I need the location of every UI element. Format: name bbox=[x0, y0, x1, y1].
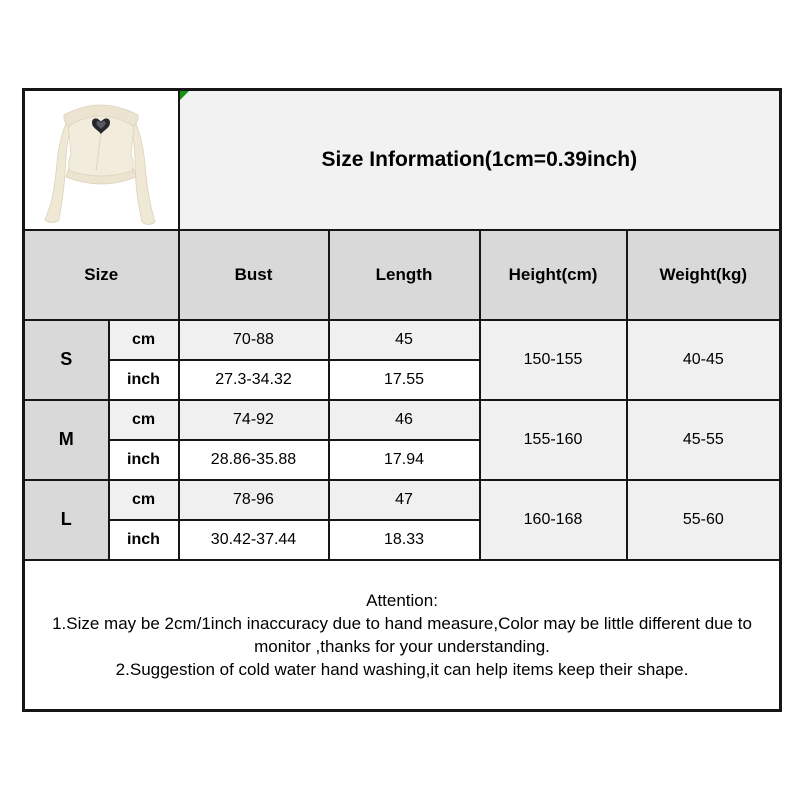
length-cm-l: 47 bbox=[329, 480, 480, 520]
bust-cm-s: 70-88 bbox=[179, 320, 329, 360]
length-cm-s: 45 bbox=[329, 320, 480, 360]
bust-cm-m: 74-92 bbox=[179, 400, 329, 440]
col-header-bust: Bust bbox=[179, 230, 329, 320]
size-table bbox=[22, 88, 782, 712]
table-row-l-cm bbox=[24, 480, 781, 520]
length-inch-s: 17.55 bbox=[329, 360, 480, 400]
height-l: 160-168 bbox=[480, 480, 627, 560]
attention-note-1: 1.Size may be 2cm/1inch inaccuracy due to hand measure,Color may be little different due to monitor ,thanks for your understanding. bbox=[52, 613, 752, 656]
bust-cm-l: 78-96 bbox=[179, 480, 329, 520]
unit-label: inch bbox=[109, 440, 179, 480]
size-label-m: M bbox=[24, 400, 109, 480]
bust-inch-l: 30.42-37.44 bbox=[179, 520, 329, 560]
length-inch-m: 17.94 bbox=[329, 440, 480, 480]
col-header-length: Length bbox=[329, 230, 480, 320]
col-header-size: Size bbox=[24, 230, 179, 320]
unit-label: cm bbox=[109, 320, 179, 360]
table-row-s-cm bbox=[24, 320, 781, 360]
unit-label: cm bbox=[109, 480, 179, 520]
page-title: Size Information(1cm=0.39inch) bbox=[321, 147, 638, 171]
length-inch-l: 18.33 bbox=[329, 520, 480, 560]
weight-s: 40-45 bbox=[627, 320, 781, 400]
length-cm-m: 46 bbox=[329, 400, 480, 440]
bust-inch-m: 28.86-35.88 bbox=[179, 440, 329, 480]
col-header-weight: Weight(kg) bbox=[627, 230, 781, 320]
size-label-l: L bbox=[24, 480, 109, 560]
product-image bbox=[26, 93, 176, 227]
unit-label: inch bbox=[109, 360, 179, 400]
unit-label: inch bbox=[109, 520, 179, 560]
corner-marker-icon bbox=[180, 91, 189, 100]
weight-l: 55-60 bbox=[627, 480, 781, 560]
attention-note-2: 2.Suggestion of cold water hand washing,it can help items keep their shape. bbox=[115, 659, 689, 679]
product-image-cell bbox=[24, 90, 179, 230]
bust-inch-s: 27.3-34.32 bbox=[179, 360, 329, 400]
attention-heading: Attention: bbox=[366, 590, 438, 610]
attention-section bbox=[24, 560, 781, 711]
table-row-m-cm bbox=[24, 400, 781, 440]
col-header-height: Height(cm) bbox=[480, 230, 627, 320]
unit-label: cm bbox=[109, 400, 179, 440]
size-label-s: S bbox=[24, 320, 109, 400]
height-s: 150-155 bbox=[480, 320, 627, 400]
height-m: 155-160 bbox=[480, 400, 627, 480]
title-cell bbox=[179, 90, 781, 230]
weight-m: 45-55 bbox=[627, 400, 781, 480]
